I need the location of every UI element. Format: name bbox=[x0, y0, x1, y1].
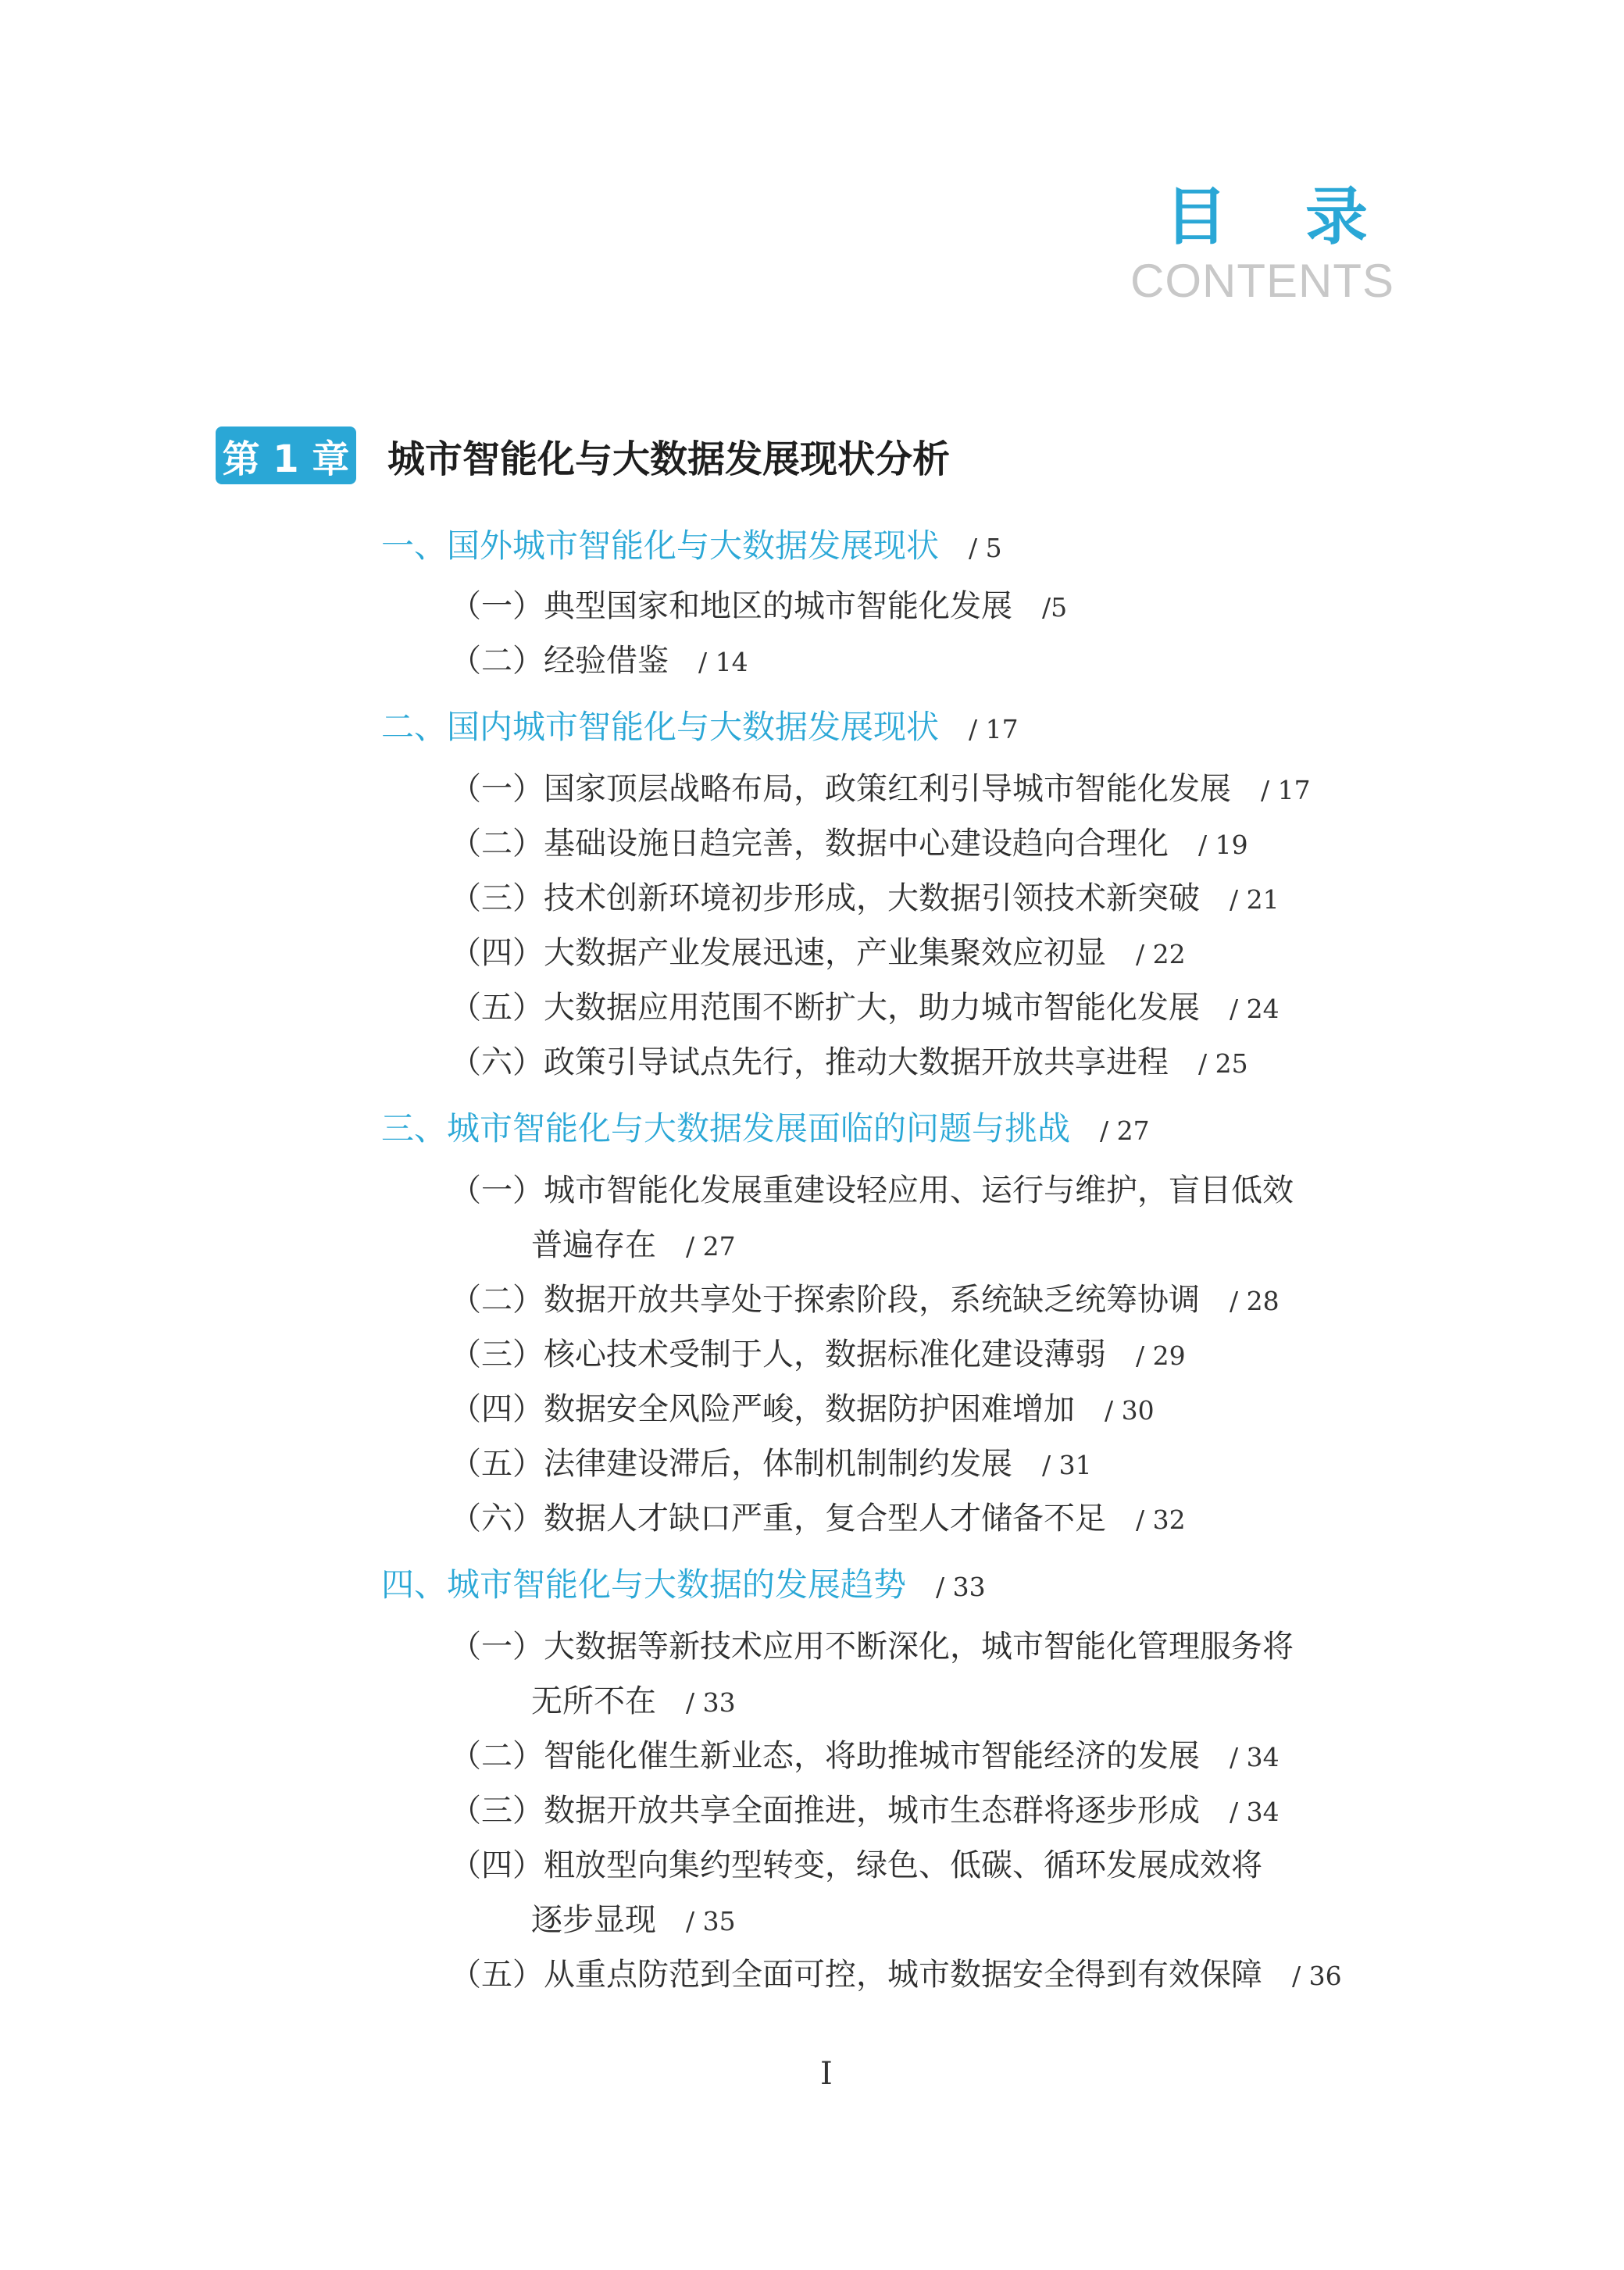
toc-section-2[interactable] bbox=[381, 708, 1019, 746]
toc-item[interactable] bbox=[450, 1339, 1186, 1370]
toc-item[interactable] bbox=[450, 1446, 1092, 1482]
page-number: /5 bbox=[1042, 592, 1068, 623]
toc-item[interactable] bbox=[450, 588, 1068, 624]
toc-item[interactable] bbox=[450, 880, 1280, 916]
item-label: （四）数据安全风险严峻，数据防护困难增加 bbox=[450, 1391, 1075, 1427]
toc-item[interactable] bbox=[450, 1044, 1248, 1080]
item-label: （二）数据开放共享处于探索阶段，系统缺乏统筹协调 bbox=[450, 1282, 1200, 1318]
page-number: / 34 bbox=[1230, 1742, 1280, 1772]
item-label: （五）大数据应用范围不断扩大，助力城市智能化发展 bbox=[450, 990, 1200, 1026]
page-number: / 17 bbox=[1261, 775, 1311, 805]
page-number: / 25 bbox=[1198, 1048, 1248, 1079]
item-label: （二）经验借鉴 bbox=[450, 643, 669, 679]
page-number: / 28 bbox=[1230, 1286, 1280, 1316]
toc-item[interactable] bbox=[450, 1172, 1294, 1208]
page-number: / 33 bbox=[686, 1687, 736, 1718]
item-label: （二）基础设施日趋完善，数据中心建设趋向合理化 bbox=[450, 826, 1169, 862]
toc-header bbox=[0, 0, 1624, 328]
page-number: / 31 bbox=[1042, 1450, 1092, 1480]
page-number: / 24 bbox=[1230, 994, 1280, 1024]
item-label: （四）粗放型向集约型转变，绿色、低碳、循环发展成效将 bbox=[450, 1847, 1262, 1883]
page-number: / 35 bbox=[686, 1906, 736, 1936]
toc-item[interactable] bbox=[450, 937, 1186, 969]
toc-item[interactable] bbox=[450, 1282, 1280, 1318]
section-label: 二、国内城市智能化与大数据发展现状 bbox=[381, 708, 940, 746]
chapter-heading[interactable] bbox=[216, 427, 950, 484]
page-number: / 27 bbox=[686, 1231, 736, 1262]
item-label: （二）智能化催生新业态，将助推城市智能经济的发展 bbox=[450, 1738, 1200, 1774]
item-label: （一）大数据等新技术应用不断深化，城市智能化管理服务将 bbox=[450, 1629, 1294, 1665]
page-number: / 5 bbox=[969, 533, 1002, 563]
page-number: / 21 bbox=[1230, 884, 1280, 915]
section-label: 四、城市智能化与大数据的发展趋势 bbox=[381, 1565, 907, 1604]
item-label: （一）国家顶层战略布局，政策红利引导城市智能化发展 bbox=[450, 771, 1231, 807]
toc-item[interactable] bbox=[450, 826, 1248, 862]
item-label: （五）从重点防范到全面可控，城市数据安全得到有效保障 bbox=[450, 1957, 1262, 1993]
toc-section-3[interactable] bbox=[381, 1109, 1150, 1147]
page-number: / 17 bbox=[969, 714, 1019, 744]
item-label-cont: 无所不在 bbox=[531, 1683, 656, 1719]
toc-item[interactable] bbox=[450, 1740, 1280, 1772]
toc-item[interactable] bbox=[450, 1501, 1186, 1537]
page-number: / 29 bbox=[1136, 1340, 1186, 1371]
page-number: / 33 bbox=[936, 1572, 986, 1602]
toc-section-1[interactable] bbox=[381, 526, 1002, 565]
page-number: / 36 bbox=[1292, 1961, 1342, 1991]
toc-section-4[interactable] bbox=[381, 1565, 986, 1604]
page-number: / 32 bbox=[1136, 1504, 1186, 1535]
toc-item[interactable] bbox=[450, 1793, 1280, 1829]
item-label-cont: 普遍存在 bbox=[531, 1227, 656, 1263]
page-number: / 14 bbox=[698, 647, 748, 677]
page-number: / 19 bbox=[1198, 830, 1248, 860]
toc-title: 目 录 bbox=[1165, 180, 1396, 253]
item-label: （六）政策引导试点先行，推动大数据开放共享进程 bbox=[450, 1044, 1169, 1080]
item-label: （六）数据人才缺口严重，复合型人才储备不足 bbox=[450, 1501, 1106, 1537]
item-label: （三）核心技术受制于人，数据标准化建设薄弱 bbox=[450, 1337, 1106, 1372]
toc-item[interactable] bbox=[450, 1391, 1155, 1427]
page-folio: I bbox=[820, 2056, 833, 2092]
toc-item-continuation[interactable] bbox=[531, 1227, 736, 1263]
section-label: 三、城市智能化与大数据发展面临的问题与挑战 bbox=[381, 1109, 1071, 1147]
page-number: / 22 bbox=[1136, 939, 1186, 969]
toc-item[interactable] bbox=[450, 1957, 1342, 1993]
page-number: / 27 bbox=[1100, 1115, 1150, 1146]
toc-item[interactable] bbox=[450, 643, 748, 679]
item-label-cont: 逐步显现 bbox=[531, 1902, 656, 1938]
item-label: （五）法律建设滞后，体制机制制约发展 bbox=[450, 1446, 1012, 1482]
toc-item-continuation[interactable] bbox=[531, 1683, 736, 1719]
section-label: 一、国外城市智能化与大数据发展现状 bbox=[381, 526, 940, 565]
item-label: （一）城市智能化发展重建设轻应用、运行与维护，盲目低效 bbox=[450, 1172, 1294, 1208]
page-number: / 30 bbox=[1105, 1395, 1155, 1426]
page-number: / 34 bbox=[1230, 1797, 1280, 1827]
toc-item[interactable] bbox=[450, 990, 1280, 1026]
item-label: （三）数据开放共享全面推进，城市生态群将逐步形成 bbox=[450, 1793, 1200, 1829]
toc-item-continuation[interactable] bbox=[531, 1904, 736, 1936]
toc-item[interactable] bbox=[450, 773, 1311, 805]
toc-subtitle: CONTENTS bbox=[1130, 255, 1394, 307]
chapter-badge: 第 1 章 bbox=[216, 427, 356, 484]
item-label: （三）技术创新环境初步形成，大数据引领技术新突破 bbox=[450, 880, 1200, 916]
chapter-title: 城市智能化与大数据发展现状分析 bbox=[387, 437, 951, 481]
toc-item[interactable] bbox=[450, 1847, 1262, 1883]
toc-item[interactable] bbox=[450, 1629, 1294, 1665]
item-label: （四）大数据产业发展迅速，产业集聚效应初显 bbox=[450, 935, 1106, 971]
item-label: （一）典型国家和地区的城市智能化发展 bbox=[450, 588, 1012, 624]
